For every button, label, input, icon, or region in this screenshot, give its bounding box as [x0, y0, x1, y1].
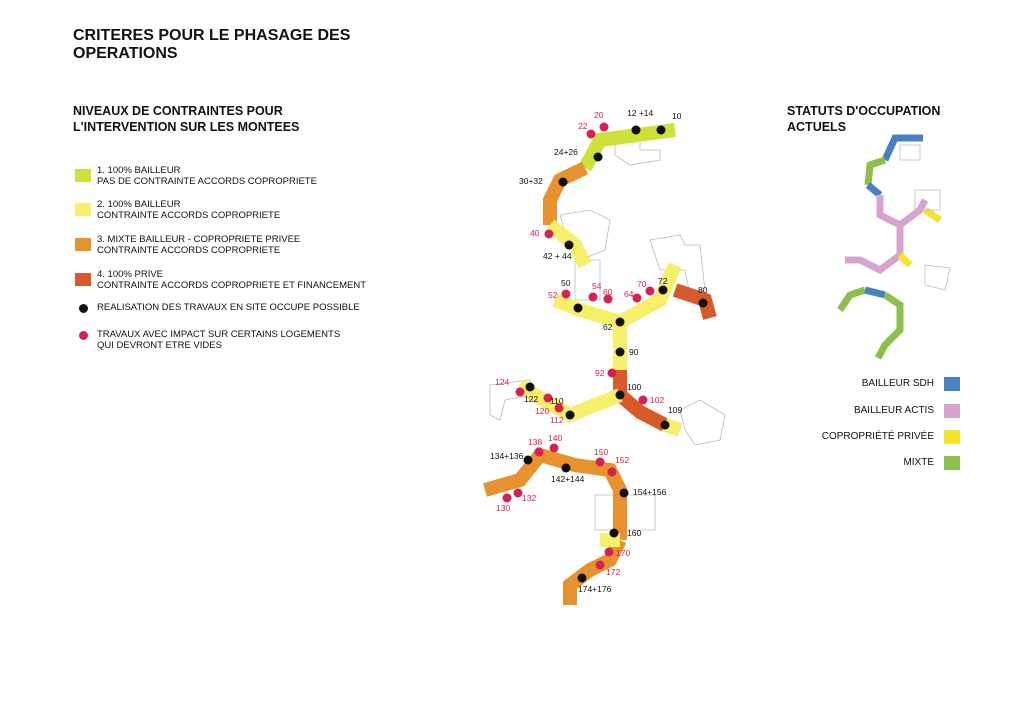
map-label: 170	[616, 548, 631, 558]
black-dot-icon	[616, 318, 625, 327]
constraints-heading-line2: L'INTERVENTION SUR LES MONTEES	[73, 120, 300, 134]
black-dot-icon	[620, 489, 629, 498]
black-dot-icon	[659, 286, 668, 295]
legend-label: 3. MIXTE BAILLEUR - COPROPRIETE PRIVEE	[97, 234, 301, 245]
map-label: 142+144	[551, 474, 585, 484]
red-dot-icon	[633, 294, 642, 303]
map-label: 150	[594, 447, 609, 457]
red-dot-icon	[596, 561, 605, 570]
red-dot-icon	[550, 444, 559, 453]
black-dot-icon	[616, 348, 625, 357]
black-dot-icon	[526, 383, 535, 392]
page-title-line2: OPERATIONS	[73, 45, 178, 62]
page-title-line1: CRITERES POUR LE PHASAGE DES	[73, 27, 351, 44]
map-label: 72	[658, 276, 668, 286]
map-label: 122	[524, 394, 539, 404]
map-label: 154+156	[633, 487, 667, 497]
red-dot-icon	[587, 130, 596, 139]
legend-description: CONTRAINTE ACCORDS COPROPRIETE ET FINANCEMENT	[97, 280, 367, 291]
red-dot-icon	[600, 123, 609, 132]
legend-description: PAS DE CONTRAINTE ACCORDS COPROPRIETE	[97, 176, 317, 187]
map-label: 80	[698, 285, 708, 295]
map-label: 134+136	[490, 451, 524, 461]
black-dot-icon	[616, 391, 625, 400]
occupancy-map	[840, 138, 940, 358]
black-dot-icon	[699, 299, 708, 308]
map-label: 130	[496, 503, 511, 513]
black-dot-icon	[562, 464, 571, 473]
occupancy-label: COPROPRIÉTÉ PRIVÉE	[821, 431, 934, 442]
black-dot-icon	[559, 178, 568, 187]
occupancy-label: BAILLEUR SDH	[861, 378, 934, 389]
map-label: 70	[637, 279, 647, 289]
map-label: 24+26	[554, 147, 578, 157]
red-dot-icon	[596, 458, 605, 467]
map-label: 92	[595, 368, 605, 378]
legend-label: 1. 100% BAILLEUR	[97, 165, 181, 176]
occupancy-label: MIXTE	[903, 457, 934, 468]
map-label: 42 + 44	[543, 251, 572, 261]
map-label: 30+32	[519, 176, 543, 186]
red-dot-icon	[589, 293, 598, 302]
black-dot-icon	[657, 126, 666, 135]
map-label: 20	[594, 110, 604, 120]
map-label: 172	[606, 567, 621, 577]
legend-label: TRAVAUX AVEC IMPACT SUR CERTAINS LOGEMENTS	[97, 329, 341, 340]
map-label: 62	[603, 322, 613, 332]
map-label: 64	[624, 289, 634, 299]
black-dot-icon	[594, 153, 603, 162]
map-label: 109	[668, 405, 683, 415]
map-label: 10	[672, 111, 682, 121]
map-label: 60	[603, 287, 613, 297]
red-dot-icon	[646, 287, 655, 296]
occupancy-heading-line2: ACTUELS	[787, 120, 847, 134]
map-label: 40	[530, 228, 540, 238]
legend-label: 2. 100% BAILLEUR	[97, 199, 181, 210]
red-dot-icon	[562, 290, 571, 299]
black-dot-icon	[524, 456, 533, 465]
map-label: 132	[522, 493, 537, 503]
map-label: 90	[629, 347, 639, 357]
legend-description: CONTRAINTE ACCORDS COPROPRIETE	[97, 210, 281, 221]
map-label: 110	[550, 396, 564, 406]
map-label: 120	[535, 406, 550, 416]
map-label: 140	[548, 433, 563, 443]
red-dot-icon	[608, 369, 617, 378]
occupancy-label: BAILLEUR ACTIS	[853, 405, 934, 416]
black-dot-icon	[610, 529, 619, 538]
black-dot-icon	[574, 304, 583, 313]
black-dot-icon	[565, 241, 574, 250]
map-label: 12 +14	[627, 108, 654, 118]
map-label: 102	[650, 395, 665, 405]
map-label: 50	[561, 278, 571, 288]
red-dot-icon	[639, 396, 648, 405]
map-label: 152	[615, 455, 630, 465]
red-dot-icon	[608, 468, 617, 477]
map-label: 138	[528, 437, 543, 447]
map-label: 174+176	[578, 584, 612, 594]
legend-label: 4. 100% PRIVE	[97, 269, 164, 280]
map-label: 52	[548, 290, 558, 300]
black-dot-icon	[661, 421, 670, 430]
black-dot-icon	[578, 574, 587, 583]
legend-label: REALISATION DES TRAVAUX EN SITE OCCUPE POSSIBLE	[97, 302, 360, 313]
map-label: 22	[578, 121, 588, 131]
black-dot-icon	[566, 411, 575, 420]
map-label: 54	[592, 281, 602, 291]
map-label: 112	[550, 415, 564, 425]
map-label: 160	[627, 528, 642, 538]
legend-description: QUI DEVRONT ETRE VIDES	[97, 340, 222, 351]
red-dot-icon	[605, 548, 614, 557]
black-labels	[490, 108, 708, 594]
constraints-heading-line1: NIVEAUX DE CONTRAINTES POUR	[73, 104, 283, 118]
map-label: 100	[627, 382, 642, 392]
red-dot-icon	[503, 494, 512, 503]
map-label: 124	[495, 377, 510, 387]
red-dot-icon	[535, 448, 544, 457]
red-dot-icon	[545, 230, 554, 239]
legend-description: CONTRAINTE ACCORDS COPROPRIETE	[97, 245, 281, 256]
occupancy-heading-line1: STATUTS D'OCCUPATION	[787, 104, 941, 118]
black-dot-icon	[632, 126, 641, 135]
